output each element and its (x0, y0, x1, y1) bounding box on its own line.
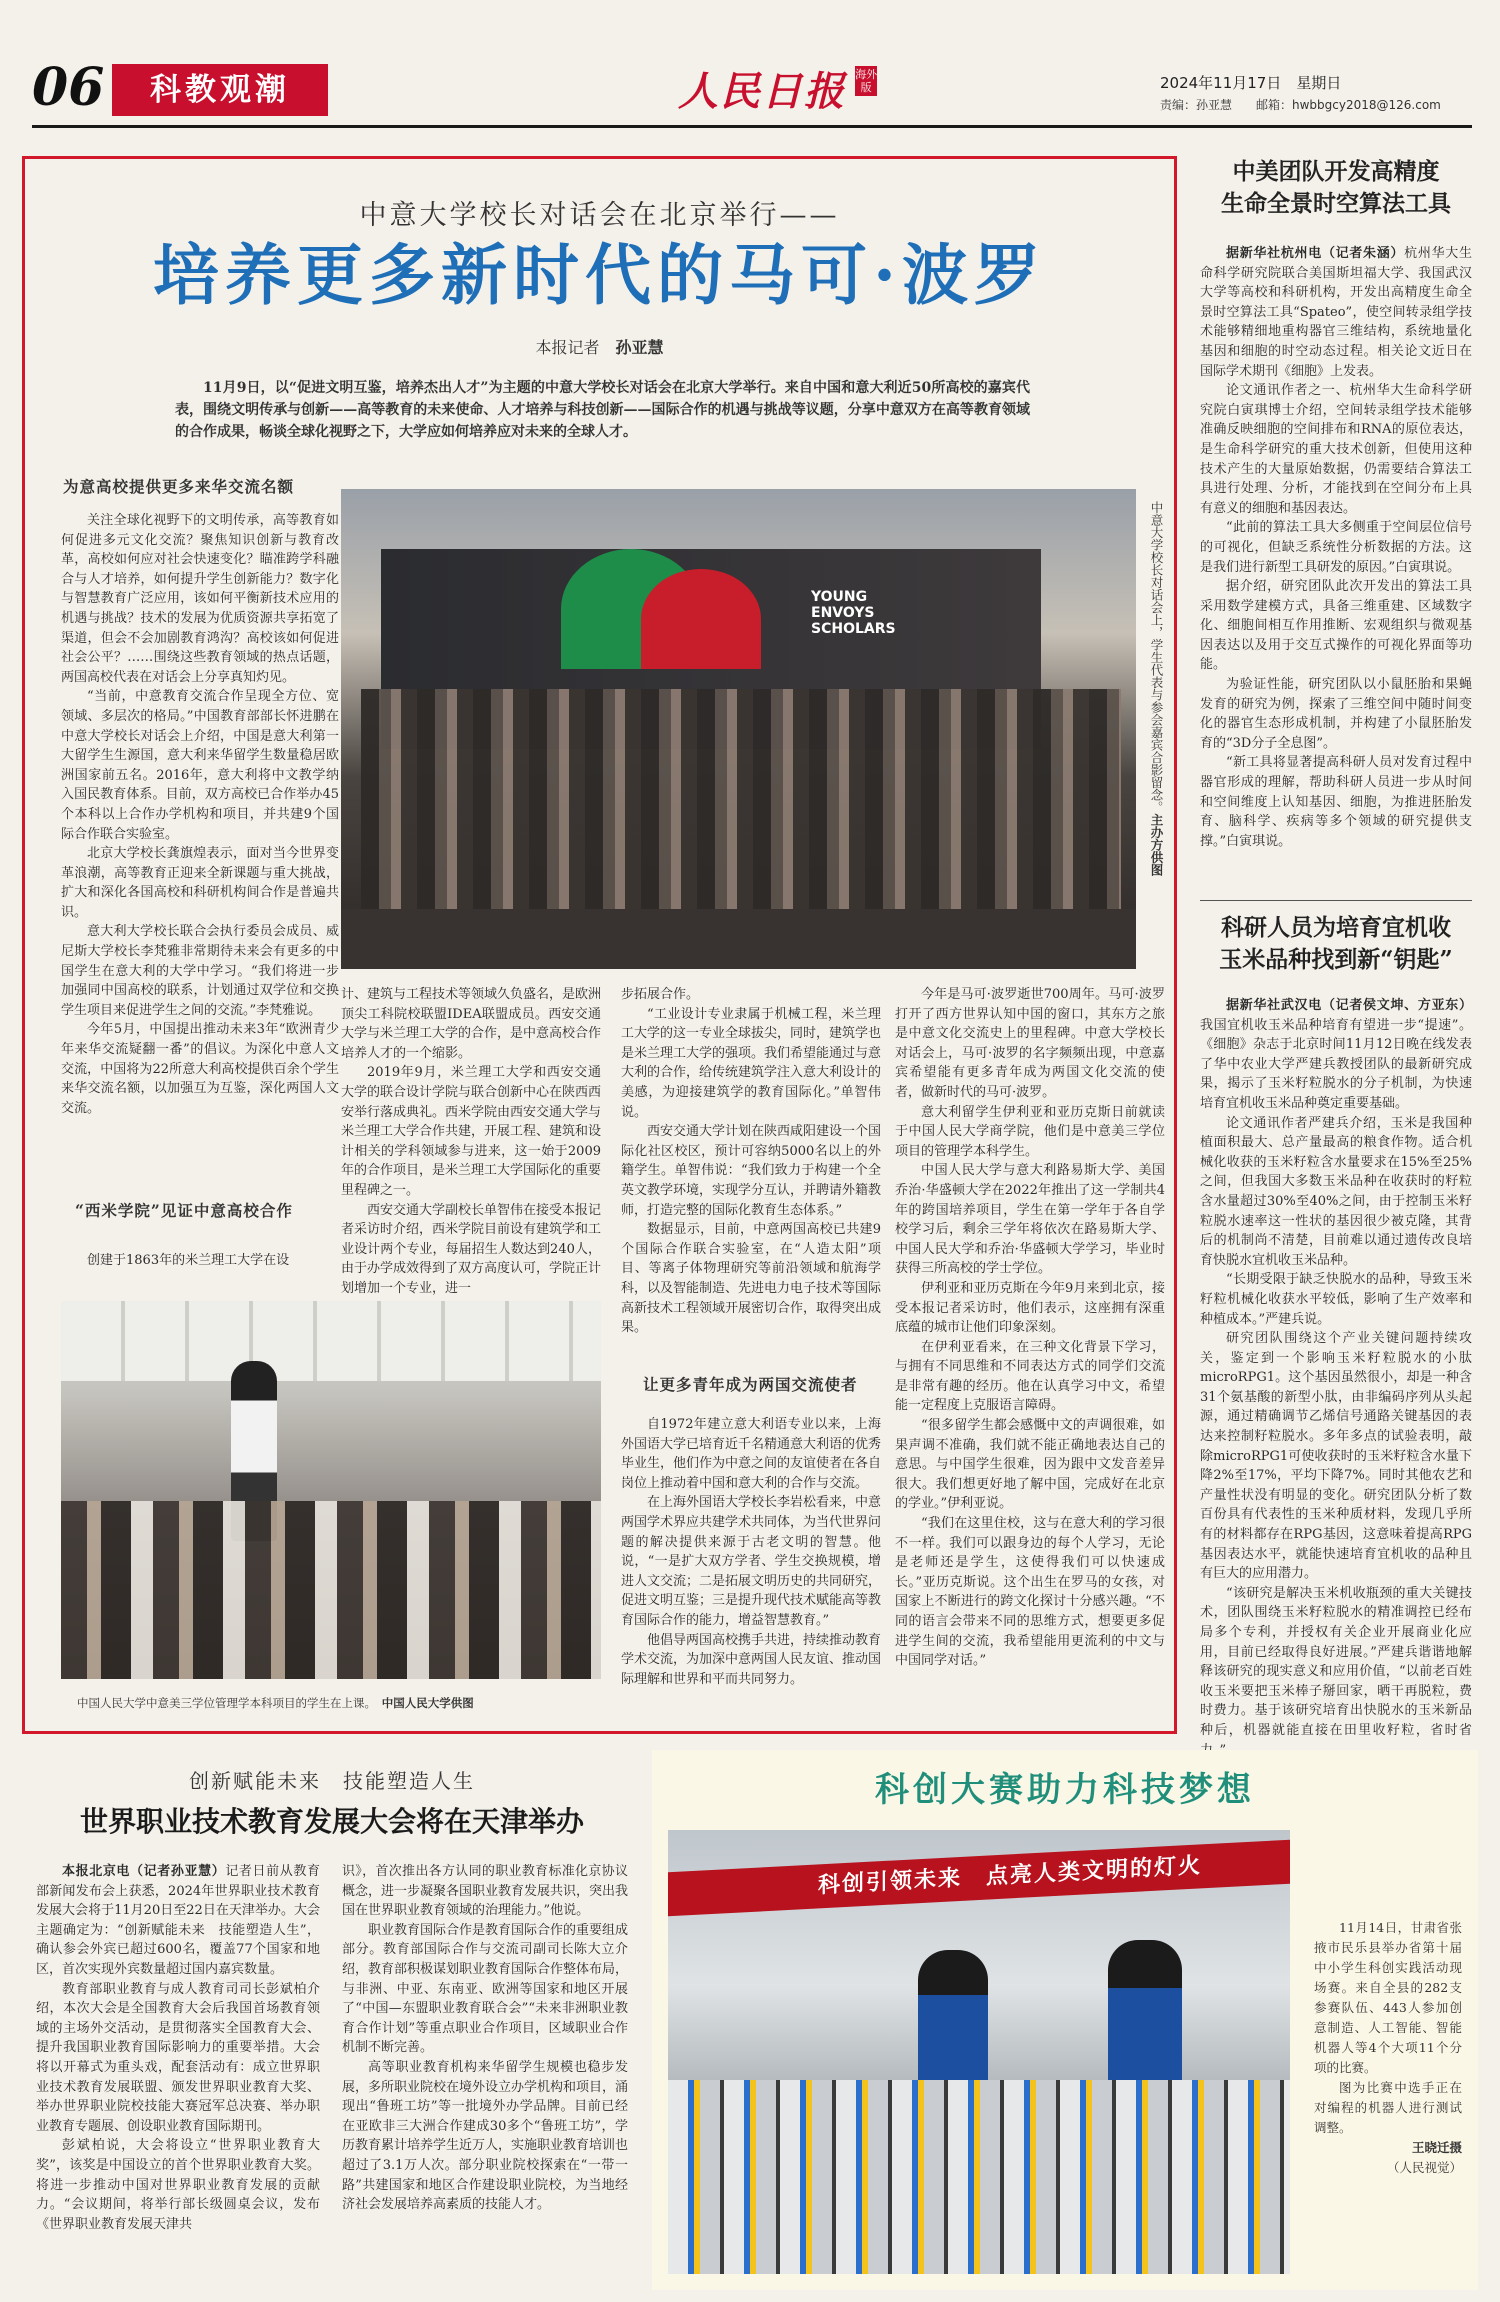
paragraph: 步拓展合作。 (621, 987, 700, 1002)
paragraph: 在上海外国语大学校长李岩松看来，中意两国学术界应共建学术共同体，为当代世界问题的解决提供来源于古老文明的智慧。他说，“一是扩大双方学者、学生交换规模，增进人文交流；二是拓展文明历史的共同研究，促进文明互鉴；三是提升现代技术赋能高等教育国际合作的能力，增益智慧教育。” (621, 1495, 882, 1628)
article-title-line-2: 生命全景时空算法工具 (1221, 190, 1451, 217)
lead-col-1 (61, 511, 339, 1351)
paragraph: 高等职业教育机构来华留学生规模也稳步发展，多所职业院校在境外设立办学机构和项目，涌现出“鲁班工坊”等一批境外办学品牌。目前已经在亚欧非三大洲合作建成30多个“鲁班工坊”，学历教育累计培养学生近万人，实施职业教育培训也超过了3.1万人次。部分职业院校探索在“一带一路”共建国家和地区合作建设职业院校，为当地经济社会发展培养高素质的技能人才。 (342, 2059, 629, 2213)
right-article-1 (1200, 156, 1472, 896)
paragraph: 今年是马可·波罗逝世700周年。马可·波罗打开了西方世界认知中国的窗口，其东方之旅是中意文化交流史上的里程碑。中意大学校长对话会上，马可·波罗的名字频频出现，中意嘉宾希望能有更多青年成为两国文化交流的使者，做新时代的马可·波罗。 (895, 987, 1165, 1100)
paragraph: “当前，中意教育交流合作呈现全方位、宽领域、多层次的格局。”中国教育部部长怀进鹏在中意大学校长对话会上介绍，中国是意大利第一大留学生生源国，意大利来华留学生数量稳居欧洲国家前五名。2016年，意大利将中文教学纳入国民教育体系。目前，双方高校已合作举办45个本科以上合作办学机构和项目，并共建9个国际合作联合实验室。 (61, 689, 339, 842)
article-col-1 (36, 1862, 320, 2282)
lead-article (22, 156, 1177, 1734)
paragraph: 意大利留学生伊利亚和亚历克斯日前就读于中国人民大学商学院，他们是中意美三学位项目的管理学本科学生。 (895, 1104, 1165, 1159)
article-title-line-2: 玉米品种找到新“钥匙” (1219, 946, 1453, 973)
crowd (361, 689, 1121, 909)
paragraph: “此前的算法工具大多侧重于空间层位信号的可视化，但缺乏系统性分析数据的方法。这是我们进行新型工具研发的原因。”白寅琪说。 (1200, 520, 1472, 575)
paragraph: 关注全球化视野下的文明传承，高等教育如何促进多元文化交流？聚焦知识创新与教育改革，高校如何应对社会快速变化？瞄准跨学科融合与人才培养，如何提升学生创新能力？数字化与智慧教育广泛应用，该如何平衡新技术应用的机遇与挑战？技术的发展为优质资源共享拓宽了渠道，但会不会加剧教育鸿沟？高校该如何促进社会公平？……围绕这些教育领域的热点话题，两国高校代表在对话会上分享真知灼见。 (61, 513, 339, 685)
photo1-caption (1147, 501, 1165, 876)
page-number: 06 (32, 57, 105, 118)
subhead-1: 为意高校提供更多来华交流名额 (63, 477, 295, 496)
robotics-photo (668, 1830, 1290, 2274)
feature-title: 科创大赛助力科技梦想 (875, 1770, 1255, 1810)
lead-kicker: 中意大学校长对话会在北京举行—— (359, 200, 840, 231)
reporter: （记者孙亚慧） (130, 1864, 226, 1879)
caption-text: 中国人民大学中意美三学位管理学本科项目的学生在上课。 (77, 1696, 371, 1710)
lead-col-4 (895, 985, 1165, 1725)
window-wall (61, 1301, 601, 1381)
section-name: 科教观潮 (112, 64, 328, 116)
paragraph-text: 杭州华大生命科学研究院联合美国斯坦福大学、我国武汉大学等高校和科研机构，开发出高精度生命全景时空算法工具“Spateo”，使空间转录组学技术能够精细地重构器官三维结构，系统地量化基因和细胞的时空动态过程。相关论文近日在国际学术期刊《细胞》上发表。 (1200, 246, 1472, 379)
caption-credit: 主办方供图 (1149, 813, 1164, 876)
paragraph: 西安交通大学副校长单智伟在接受本报记者采访时介绍，西米学院目前设有建筑学和工业设计两个专业，每届招生人数达到240人，由于办学成效得到了双方高度认可，学院正计划增加一个专业，进一 (341, 1202, 602, 1296)
paragraph: 2019年9月，米兰理工大学和西安交通大学的联合设计学院与联合创新中心在陕西西安举行落成典礼。西米学院由西安交通大学与米兰理工大学合作共建，开展工程、建筑和设计相关的学科领域参与进来，这一始于2009年的合作项目，是米兰理工大学国际化的重要里程碑之一。 (341, 1065, 602, 1198)
reporter: （记者朱涵） (1321, 246, 1405, 261)
paragraph-text: 我国宜机收玉米品种培育有望进一步“提速”。《细胞》杂志于北京时间11月12日晚在线发表了华中农业大学严建兵教授团队的最新研究成果，揭示了玉米籽粒脱水的分子机制，为快速培育宜机收玉米品种奠定重要基础。 (1200, 1017, 1472, 1111)
right-article-2 (1200, 912, 1472, 1742)
paragraph: 自1972年建立意大利语专业以来，上海外国语大学已培育近千名精通意大利语的优秀毕业生，他们作为中意之间的友谊使者在各自岗位上推动着中国和意大利的合作与交流。 (621, 1417, 882, 1491)
paragraph: 伊利亚和亚历克斯在今年9月来到北京，接受本报记者采访时，他们表示，这座拥有深重底蕴的城市让他们印象深刻。 (895, 1280, 1165, 1336)
caption-credit: 中国人民大学供图 (381, 1696, 474, 1710)
byline-name: 孙亚慧 (615, 338, 664, 357)
paragraph (1200, 996, 1472, 1114)
article-body (1200, 996, 1472, 1740)
paragraph (1200, 244, 1472, 381)
dateline: 据新华社杭州电 (1226, 246, 1322, 261)
paper-name: 人民日报 (678, 68, 846, 115)
photo2-caption (77, 1695, 597, 1711)
robot-table (668, 2080, 1290, 2274)
article-kicker: 创新赋能未来 技能塑造人生 (189, 1769, 475, 1793)
paragraph: 据介绍，研究团队此次开发出的算法工具采用数学建模方式，具备三维重建、区域数字化、细胞间相互作用推断、宏观组织与微观基因表达以及用于交互式操作的可视化界面等功能。 (1200, 579, 1472, 673)
column-divider (1200, 900, 1472, 901)
paragraph: 北京大学校长龚旗煌表示，面对当今世界变革浪潮，高等教育正迎来全新课题与重大挑战，扩大和深化各国高校和科研机构间合作是普遍共识。 (61, 846, 339, 920)
lead-byline (25, 335, 1174, 358)
paragraph: “我们在这里住校，这与在意大利的学习很不一样。我们可以跟身边的每个人学习，无论是老师还是学生，这使得我们可以快速成长。”亚历克斯说。这个出生在罗马的女孩，对国家上不断进行的跨文化探讨十分感兴趣。“不同的语言会带来不同的思维方式，想要更多促进学生间的交流，我希望能用更流利的中文与中国同学对话。” (895, 1516, 1165, 1669)
paragraph (36, 1862, 320, 1980)
paragraph: 他倡导两国高校携手共进，持续推动教育学术交流，为加深中意两国人民友谊、推动国际理解和世界和平而共同努力。 (621, 1632, 882, 1687)
stage-banner-text: YOUNG ENVOYS SCHOLARS (811, 589, 896, 637)
editor-info: 责编：孙亚慧 邮箱：hwbbgcy2018@126.com (1160, 98, 1441, 112)
stage-banner-red (641, 569, 761, 669)
student-rows (61, 1501, 601, 1679)
article-col-2 (342, 1862, 628, 2282)
banner-text: 科创引领未来 点亮人类文明的灯火 (818, 1853, 1203, 1899)
article-title-line-1: 科研人员为培育宜机收 (1221, 914, 1451, 941)
caption-paragraph: 11月14日，甘肃省张掖市民乐县举办省第十届中小学生科创实践活动现场赛。来自全县的282支参赛队伍、443人参加创意制造、人工智能、智能机器人等4个大项11个分项的比赛。 (1314, 1920, 1462, 2075)
byline-prefix: 本报记者 (535, 338, 600, 357)
feature-caption (1314, 1918, 1462, 2178)
masthead-rule (32, 125, 1472, 128)
paragraph: “新工具将显著提高科研人员对发育过程中器官形成的理解，帮助科研人员进一步从时间和空间维度上认知基因、细胞，为推进胚胎发育、脑科学、疾病等多个领域的研究提供支撑。”白寅琪说。 (1200, 755, 1472, 849)
paragraph: 彭斌柏说，大会将设立“世界职业教育大奖”，该奖是中国设立的首个世界职业教育大奖。将进一步推动中国对世界职业教育发展的贡献力。“会议期间，将举行部长级圆桌会议，发布《世界职业教育发展天津共 (36, 2138, 320, 2232)
paragraph: 为验证性能，研究团队以小鼠胚胎和果蝇发育的研究为例，探索了三维空间中随时间变化的器官生态形成机制，并构建了小鼠胚胎发育的“3D分子全息图”。 (1200, 677, 1472, 751)
bottom-left-article (32, 1766, 632, 2286)
student-2 (1108, 1940, 1182, 2100)
lead-col-1-tail (61, 1251, 339, 1275)
article-body (1200, 244, 1472, 904)
student-1 (918, 1950, 988, 2100)
paragraph: “很多留学生都会感慨中文的声调很难，如果声调不准确，我们就不能正确地表达自己的意思。与中国学生很难，因为跟中文发音差异很大。我们想更好地了解中国，完成好在北京的学业。”伊利亚说。 (895, 1418, 1165, 1512)
caption-paragraph: 图为比赛中选手正在对编程的机器人进行测试调整。 (1314, 2080, 1462, 2135)
paragraph: “工业设计专业隶属于机械工程，米兰理工大学的这一专业全球拔尖，同时，建筑学也是米兰理工大学的强项。我们希望能通过与意大利的合作，给传统建筑学注入意大利设计的美感，为迎接建筑学的教育国际化。”单智伟说。 (621, 1006, 882, 1120)
lead-col-3b (621, 1415, 881, 1715)
paragraph: 今年5月，中国提出推动未来3年“欧洲青少年来华交流疑翻一番”的倡议。为深化中意人文交流，中国将为22所意大利高校提供百余个学生来华交流名额，以加强互为互鉴，深化两国人文交流。 (61, 1022, 339, 1116)
dateline: 本报北京电 (62, 1864, 131, 1879)
lead-intro: 11月9日，以“促进文明互鉴，培养杰出人才”为主题的中意大学校长对话会在北京大学举行。来自中国和意大利近50所高校的嘉宾代表，围绕文明传承与创新——高等教育的未来使命、人才培养与科技创新——国际合作的机遇与挑战等议题，分享中意双方在高等教育领域的合作成果，畅谈全球化视野之下，大学应如何培养应对未来的全球人才。 (175, 380, 1030, 440)
paragraph: 识》，首次推出各方认同的职业教育标准化京协议概念，进一步凝聚各国职业教育发展共识，突出我国在世界职业教育领域的治理能力。”他说。 (342, 1864, 629, 1919)
paragraph: 意大利大学校长联合会执行委员会成员、威尼斯大学校长李梵雅非常期待未来会有更多的中国学生在意大利的大学中学习。“我们将进一步加强同中国高校的联系，计划通过双学位和交换学生项目来促进学生之间的交流。”李梵雅说。 (61, 924, 339, 1018)
subhead-3: 让更多青年成为两国交流使者 (643, 1375, 858, 1394)
paragraph: “该研究是解决玉米机收瓶颈的重大关键技术，团队围绕玉米籽粒脱水的精准调控已经布局多个专利，并授权有关企业开展商业化应用，目前已经取得良好进展。”严建兵谐谐地解释该研究的现实意义和应用价值，“以前老百姓收玉米要把玉米棒子掰回家，晒干再脱粒，费时费力。基于该研究培育出快脱水的玉米新品种后，机器就能直接在田里收籽粒，省时省 (1200, 1585, 1472, 1738)
event-banner (668, 1840, 1290, 1917)
paragraph: 论文通讯作者之一、杭州华大生命科学研究院白寅琪博士介绍，空间转录组学技术能够准确反映细胞的空间排布和RNA的原位表达，是生命科学研究的重大技术创新，但使用这种技术产生的大量原始数据，仍需要结合算法工具进行处理、分析，才能找到在空间分布上具有意义的细胞和基因表达。 (1200, 383, 1472, 516)
caption-text: 中意大学校长对话会上，学生代表与参会嘉宾合影留念。 (1149, 501, 1164, 814)
issue-date: 2024年11月17日 星期日 (1160, 74, 1342, 92)
paragraph: 研究团队围绕这个产业关键问题持续攻关，鉴定到一个影响玉米籽粒脱水的小肽microRPG1。这个基因虽然很小，却是一种含31个氨基酸的新型小肽，由非编码序列从头起源，通过精确调节乙烯信号通路关键基因的表达来控制籽粒脱水。多年多点的试验表明，敲除microRPG1可使收获时的玉米籽粒含水量下降2%至17%，平均下降7%。同时其他农艺和产量性状没有明显的变化。研究团队分析了数百份具有代表性的玉米种质材料，发现几乎所有的材料都存在RPG基因，这意味着提高RPG基因表达水平，就能快速培育宜机收的品种且有巨大的应用潜力。 (1200, 1331, 1472, 1582)
paragraph: 论文通讯作者严建兵介绍，玉米是我国种植面积最大、总产量最高的粮食作物。适合机械化收获的玉米籽粒含水量要求在15%至25%之间，但我国大多数玉米品种在收获时的籽粒含水量超过30%至40%之间，由于控制玉米籽粒脱水速率这一性状的基因很少被克隆，其背后的机制尚不清楚，目前难以通过遗传改良培育快脱水宜机收玉米品种。 (1200, 1115, 1472, 1268)
article-title-line-1: 中美团队开发高精度 (1232, 158, 1440, 185)
paragraph: “长期受限于缺乏快脱水的品种，导致玉米籽粒机械化收获水平较低，影响了生产效率和种植成本。”严建兵说。 (1200, 1272, 1472, 1327)
classroom-photo (61, 1301, 601, 1679)
paragraph: 创建于1863年的米兰理工大学在设 (87, 1253, 290, 1268)
edition-badge: 海外版 (855, 68, 878, 94)
dateline: 据新华社武汉电 (1226, 998, 1322, 1013)
paragraph: 西安交通大学计划在陕西咸阳建设一个国际化社区校区，预计可容纳5000名以上的外籍学生。单智伟说：“我们致力于构建一个全英文教学环境，实现学分互认，并聘请外籍教师，打造完整的国际化教育生态体系。” (621, 1124, 882, 1218)
lead-title: 培养更多新时代的马可·波罗 (153, 236, 1046, 314)
floor (341, 909, 1136, 969)
subhead-2: “西米学院”见证中意高校合作 (75, 1201, 293, 1220)
paragraph: 职业教育国际合作是教育国际合作的重要组成部分。教育部国际合作与交流司副司长陈大立介绍，教育部积极谋划职业教育国际合作整体布局，与非洲、中亚、东南亚、欧洲等国家和地区开展了“中国—东盟职业教育联合会”“未来非洲职业教育合作计划”等重点职业合作项目，区域职业合作机制不断完善。 (342, 1922, 629, 2056)
group-photo (341, 489, 1136, 969)
lead-col-2 (341, 985, 601, 1335)
paragraph: 在伊利亚看来，在三种文化背景下学习，与拥有不同思维和不同表达方式的同学们交流是非常有趣的经历。他在认真学习中文，希望能一定程度上克服语言障碍。 (895, 1339, 1165, 1414)
reporter: （记者侯文坤、方亚东） (1321, 998, 1472, 1013)
masthead (0, 0, 1500, 150)
paragraph-text: 记者日前从教育部新闻发布会上获悉，2024年世界职业技术教育发展大会将于11月20日至22日在天津举办。大会主题确定为：“创新赋能未来 技能塑造人生”，确认参会外宾已超过600名，覆盖77个国家和地区，首次实现外宾数量超过国内嘉宾数量。 (36, 1864, 320, 1977)
caption-credit: 王晓迁摄 (1411, 2140, 1462, 2155)
paragraph: 数据显示，目前，中意两国高校已共建9个国际合作联合实验室，在“人造太阳”项目、等离子体物理研究等前沿领域和航海学科，以及智能制造、先进电力电子技术等国际高新技术工程领域开展密切合作，取得突出成果。 (621, 1222, 882, 1336)
caption-credit-agency: （人民视觉） (1386, 2160, 1462, 2175)
paper-logo (678, 60, 877, 116)
bottom-right-feature (652, 1750, 1478, 2290)
paragraph: 计、建筑与工程技术等领域久负盛名，是欧洲顶尖工科院校联盟IDEA联盟成员。西安交通大学与米兰理工大学的合作，是中意高校合作培养人才的一个缩影。 (341, 987, 602, 1061)
paragraph: 中国人民大学与意大利路易斯大学、美国乔治·华盛顿大学在2022年推出了这一学制共4年的跨国培养项目，学生在第一学年于各自学校学习后，剩余三学年将依次在路易斯大学、中国人民大学和乔治·华盛顿大学学习，毕业时获得三所高校的学士学位。 (895, 1163, 1165, 1277)
paragraph: 教育部职业教育与成人教育司司长彭斌柏介绍，本次大会是全国教育大会后我国首场教育领域的主场外交活动，是贯彻落实全国教育大会、提升我国职业教育国际影响力的重要举措。大会将以开幕式为重头戏，配套活动有：成立世界职业技术教育发展联盟、颁发世界职业教育大奖、举办世界职业院校技能大赛冠军总决赛、举办职业教育专题展、创设职业教育国际期刊。 (36, 1981, 320, 2134)
article-title: 世界职业技术教育发展大会将在天津举办 (79, 1805, 584, 1838)
